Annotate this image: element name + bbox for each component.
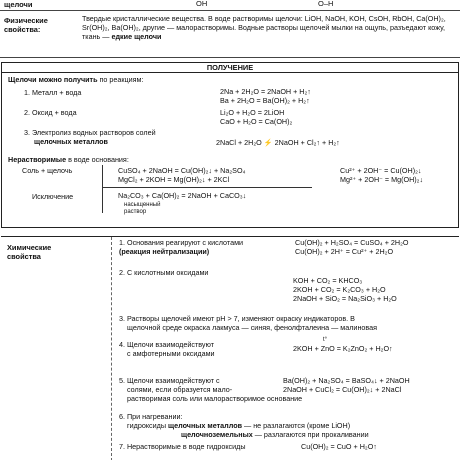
insoluble-heading-rest: в воде основания:: [68, 155, 129, 164]
prop5-c: растворимая соль или малорастворимое основание: [127, 394, 303, 403]
physical-text-plain: Твердые кристаллические вещества. В воде растворимы щелочи: LiOH, NaOH, KOH, CsOH, RbOH, Ca(OH)₂, Sr(OH)₂, Ba(OH)₂, другие — малорастворимы. Водные растворы щелочей мылки на ощупь, разъедают кожу, ткань —: [82, 14, 446, 42]
chem-vline: [111, 237, 112, 460]
prop6-c2: — разлагаются при прокаливании: [254, 430, 369, 439]
chemical-label: Химические свойства: [7, 243, 52, 261]
prop1-a: 1. Основания реагируют с кислотами: [119, 238, 244, 247]
prop5-b: солями, если образуется мало-: [127, 385, 233, 394]
chemical-properties-section: [1, 236, 459, 460]
prop5-eq1: Ba(OH)₂ + Na₂SO₄ = BaSO₄↓ + 2NaOH: [283, 376, 410, 385]
obtain-item-2-eq2: CaO + H₂O = Ca(OH)₂: [220, 117, 293, 126]
physical-label: Физические свойства:: [4, 16, 48, 34]
prop4-a: 4. Щелочи взаимодействуют: [119, 340, 215, 349]
insoluble-heading-bold: Нерастворимые: [8, 155, 67, 164]
prop7-eq: Cu(OH)₂ = CuO + H₂O↑: [301, 442, 377, 451]
exception-vline: [102, 165, 103, 213]
prop4-b: с амфотерными оксидами: [127, 349, 215, 358]
prop6-c1: щелочноземельных: [181, 430, 253, 439]
exception-note: насыщенный раствор: [124, 202, 161, 215]
exception-label: Исключение: [32, 192, 74, 201]
physical-properties-section: [0, 11, 460, 58]
physical-text-bold: едкие щелочи: [111, 32, 162, 42]
prop1-b: (реакция нейтрализации): [119, 247, 210, 256]
prop5-eq2: 2NaOH + CuCl₂ = Cu(OH)₂↓ + 2NaCl: [283, 385, 402, 394]
top-left-text: щелочи: [4, 0, 33, 9]
obtain-item-2-label: 2. Оксид + вода: [24, 108, 77, 117]
obtain-item-3-eq1: 2NaCl + 2H₂O ⚡ 2NaOH + Cl₂↑ + H₂↑: [216, 138, 340, 147]
top-right-formula: O–H: [318, 0, 334, 8]
salt-alkali-eq2: MgCl₂ + 2KOH = Mg(OH)₂↓ + 2KCl: [118, 175, 230, 184]
obtain-item-1-eq2: Ba + 2H₂O = Ba(OH)₂ + H₂↑: [220, 96, 310, 105]
prop6-b3: — не разлагаются (кроме LiOH): [244, 421, 351, 430]
obtain-item-1-eq1: 2Na + 2H₂O = 2NaOH + H₂↑: [220, 87, 311, 96]
prop2-eq3: 2NaOH + SiO₂ = Na₂SiO₃ + H₂O: [293, 294, 397, 303]
prop2-label: 2. С кислотными оксидами: [119, 268, 209, 277]
obtain-intro-rest: по реакциям:: [99, 75, 144, 84]
obtain-intro-bold: Щелочи можно получить: [8, 75, 98, 84]
top-strip: [0, 0, 460, 11]
obtaining-header: ПОЛУЧЕНИЕ: [2, 63, 458, 73]
prop4-eq: 2KOH + ZnO = K₂ZnO₂ + H₂O↑: [293, 344, 393, 353]
top-mid-formula: OH: [196, 0, 208, 8]
exception-eq: Na₂CO₃ + Ca(OH)₂ = 2NaOH + CaCO₃↓: [118, 191, 247, 200]
prop5-a: 5. Щелочи взаимодействуют с: [119, 376, 220, 385]
obtain-item-3-label2: щелочных металлов: [34, 137, 108, 146]
prop1-eq1: Cu(OH)₂ + H₂SO₄ = CuSO₄ + 2H₂O: [295, 238, 409, 247]
ionic-eq1: Cu²⁺ + 2OH⁻ = Cu(OH)₂↓: [340, 166, 422, 175]
prop1-eq2: Cu(OH)₂ + 2H⁺ = Cu²⁺ + 2H₂O: [295, 247, 394, 256]
prop6-b1: гидроксиды: [127, 421, 167, 430]
prop2-eq2: 2KOH + CO₂ = K₂CO₃ + H₂O: [293, 285, 386, 294]
obtain-intro: [8, 76, 144, 84]
prop6-a: 6. При нагревании:: [119, 412, 183, 421]
prop4-t: t°: [323, 337, 328, 343]
prop7-label: 7. Нерастворимые в воде гидроксиды: [119, 442, 246, 451]
obtaining-section: [1, 62, 459, 228]
obtain-item-1-label: 1. Металл + вода: [24, 88, 82, 97]
prop6-c: [181, 431, 369, 439]
exception-divider: [102, 187, 312, 188]
prop2-eq1: KOH + CO₂ = KHCO₃: [293, 276, 363, 285]
obtain-item-2-eq1: Li₂O + H₂O = 2LiOH: [220, 108, 285, 117]
prop6-b2: щелочных металлов: [168, 421, 243, 430]
prop3-b: щелочной среде окраска лакмуса — синяя, фенолфталеина — малиновая: [127, 323, 378, 332]
prop3-a: 3. Растворы щелочей имеют pH > 7, изменяют окраску индикаторов. В: [119, 314, 355, 323]
ionic-eq2: Mg²⁺ + 2OH⁻ = Mg(OH)₂↓: [340, 175, 424, 184]
obtain-item-3-label: 3. Электролиз водных растворов солей: [24, 128, 156, 137]
physical-text: [82, 14, 454, 41]
salt-alkali-eq1: CuSO₄ + 2NaOH = Cu(OH)₂↓ + Na₂SO₄: [118, 166, 246, 175]
insoluble-heading: [8, 156, 129, 164]
salt-alkali-label: Соль + щелочь: [22, 166, 73, 175]
